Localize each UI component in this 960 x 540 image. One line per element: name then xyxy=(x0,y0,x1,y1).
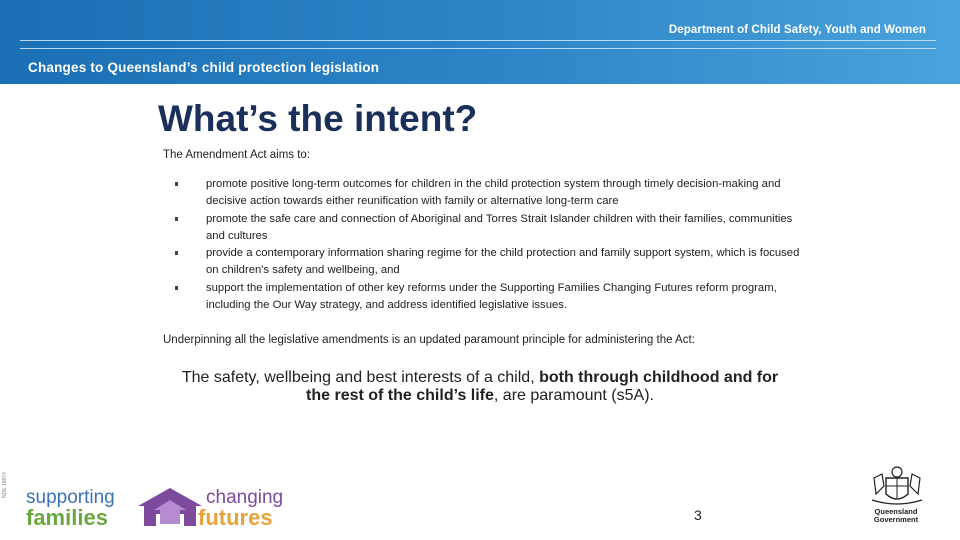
bullet-icon xyxy=(175,217,178,221)
header-divider xyxy=(20,40,936,41)
principle-part2: , are paramount (s5A). xyxy=(493,387,654,404)
gov-logo-line2: Government xyxy=(873,515,919,524)
gov-logo-line1: Queensland xyxy=(874,507,918,516)
department-name: Department of Child Safety, Youth and Women xyxy=(668,24,926,36)
logo-word-changing: changing xyxy=(206,487,284,508)
principle-bold: both through childhood and for the rest of the child’s life xyxy=(306,369,779,404)
principle-part1: The safety, wellbeing and best interests of a child, xyxy=(181,369,540,386)
paramount-principle xyxy=(170,369,790,405)
intro-text: The Amendment Act aims to: xyxy=(163,149,311,161)
bullet-text: provide a contemporary information sharing regime for the child protection and family support system, which is focused on children's safety and wellbeing, and xyxy=(206,247,800,277)
bullet-icon xyxy=(175,251,178,255)
slide-title: What’s the intent? xyxy=(158,98,478,139)
underpinning-text: Underpinning all the legislative amendments is an updated paramount principle for administering the Act: xyxy=(163,334,695,346)
header-divider xyxy=(20,48,936,49)
list-item xyxy=(175,280,805,315)
queensland-government-label xyxy=(865,508,927,524)
logo-word-families: families xyxy=(26,505,108,530)
bullet-icon xyxy=(175,286,178,290)
bullet-icon xyxy=(175,182,178,186)
bullet-list xyxy=(175,176,805,314)
document-code: NDE 18874 xyxy=(2,472,8,498)
bullet-text: promote the safe care and connection of Aboriginal and Torres Strait Islander children with their families, communities and cultures xyxy=(206,212,793,242)
list-item xyxy=(175,176,805,211)
bullet-text: promote positive long-term outcomes for children in the child protection system through timely decision-making and decisive action towards either reunification with family or alternative long-term care xyxy=(206,178,781,208)
presentation-subtitle: Changes to Queensland’s child protection legislation xyxy=(28,60,380,75)
list-item xyxy=(175,245,805,280)
logo-word-supporting: supporting xyxy=(26,487,115,508)
logo-word-futures: futures xyxy=(198,505,273,530)
page-number: 3 xyxy=(694,507,702,523)
supporting-families-logo xyxy=(26,484,301,530)
bullet-text: support the implementation of other key reforms under the Supporting Families Changing Futures reform program, including the Our Way strategy, and address identified legislative issues. xyxy=(206,281,777,312)
list-item xyxy=(175,211,805,246)
